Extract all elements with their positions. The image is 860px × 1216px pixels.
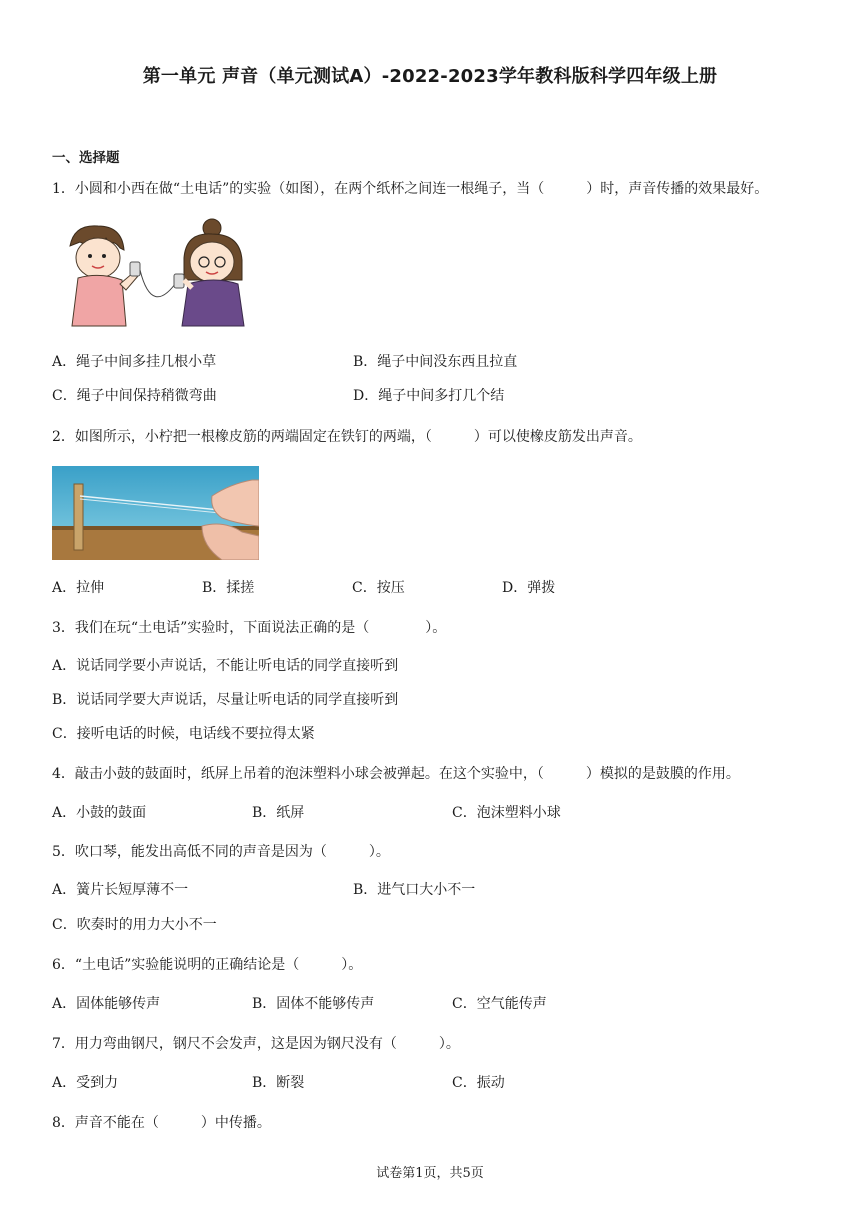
question-2-option-d: D．弹拨 — [502, 580, 556, 596]
rubber-band-photo — [52, 466, 259, 560]
question-6-option-a: A．固体能够传声 — [52, 996, 161, 1012]
question-1-option-b: B．绳子中间没东西且拉直 — [353, 354, 518, 370]
question-2-option-b: B．揉搓 — [202, 580, 255, 596]
question-2-option-a: A．拉伸 — [52, 580, 105, 596]
question-8-stem: 8．声音不能在（ ）中传播。 — [52, 1115, 271, 1131]
question-3-option-c: C．接听电话的时候，电话线不要拉得太紧 — [52, 726, 315, 742]
question-7-option-b: B．断裂 — [252, 1075, 305, 1091]
question-3-stem: 3．我们在玩“土电话”实验时，下面说法正确的是（ ）。 — [52, 620, 447, 636]
question-5-stem: 5．吹口琴，能发出高低不同的声音是因为（ ）。 — [52, 844, 390, 860]
question-3-option-a: A．说话同学要小声说话，不能让听电话的同学直接听到 — [52, 658, 399, 674]
question-1-option-c: C．绳子中间保持稍微弯曲 — [52, 388, 217, 404]
page-title: 第一单元 声音（单元测试A）-2022-2023学年教科版科学四年级上册 — [142, 66, 718, 87]
question-5-option-c: C．吹奏时的用力大小不一 — [52, 917, 217, 933]
question-5-option-b: B．进气口大小不一 — [353, 882, 476, 898]
question-2-stem: 2．如图所示，小柠把一根橡皮筋的两端固定在铁钉的两端，（ ）可以使橡皮筋发出声音。 — [52, 429, 642, 445]
section-heading: 一、选择题 — [52, 150, 120, 166]
question-2-option-c: C．按压 — [352, 580, 405, 596]
question-4-option-b: B．纸屏 — [252, 805, 305, 821]
question-4-stem: 4．敲击小鼓的鼓面时，纸屏上吊着的泡沫塑料小球会被弹起。在这个实验中，（ ）模拟的是鼓膜的作用。 — [52, 766, 740, 782]
page-footer: 试卷第1页，共5页 — [376, 1166, 484, 1181]
question-6-stem: 6．“土电话”实验能说明的正确结论是（ ）。 — [52, 957, 363, 973]
question-6-option-c: C．空气能传声 — [452, 996, 547, 1012]
question-1-stem: 1．小圆和小西在做“土电话”的实验（如图），在两个纸杯之间连一根绳子，当（ ）时，声音传播的效果最好。 — [52, 181, 769, 197]
question-4-option-a: A．小鼓的鼓面 — [52, 805, 147, 821]
question-1-option-d: D．绳子中间多打几个结 — [353, 388, 505, 404]
question-6-option-b: B．固体不能够传声 — [252, 996, 375, 1012]
question-4-option-c: C．泡沫塑料小球 — [452, 805, 561, 821]
question-1-option-a: A．绳子中间多挂几根小草 — [52, 354, 217, 370]
question-7-option-a: A．受到力 — [52, 1075, 119, 1091]
question-7-stem: 7．用力弯曲钢尺，钢尺不会发声，这是因为钢尺没有（ ）。 — [52, 1036, 460, 1052]
question-7-option-c: C．振动 — [452, 1075, 505, 1091]
tin-can-telephone-illustration — [60, 218, 255, 330]
question-5-option-a: A．簧片长短厚薄不一 — [52, 882, 189, 898]
question-3-option-b: B．说话同学要大声说话，尽量让听电话的同学直接听到 — [52, 692, 399, 708]
